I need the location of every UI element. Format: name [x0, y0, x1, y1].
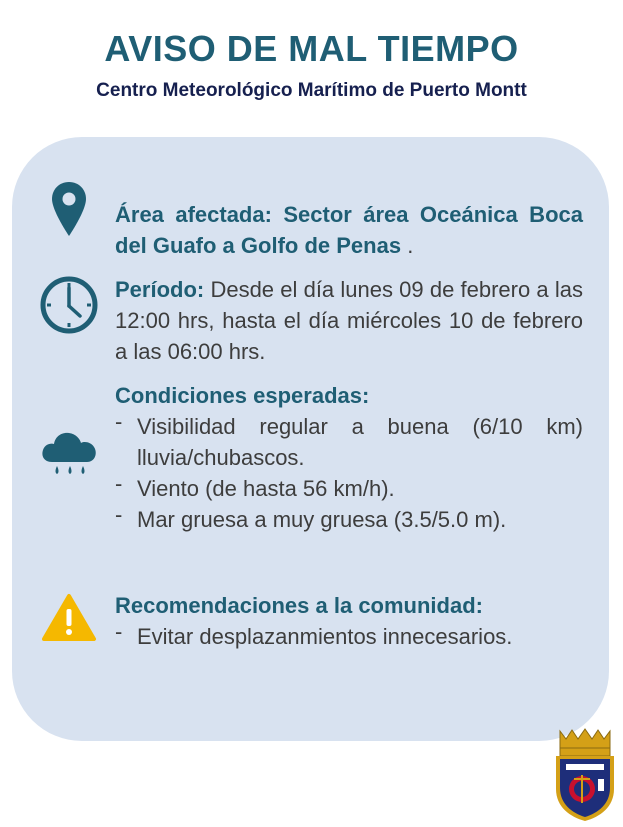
period-label: Período:: [115, 277, 205, 302]
conditions-list: [115, 411, 583, 535]
period-text: Desde el día lunes 09 de febrero a las 12:00 hrs, hasta el día miércoles 10 de febrero a las 06:00 hrs.: [115, 277, 583, 364]
area-label: Área afectada:: [115, 202, 272, 227]
rain-cloud-icon: [40, 428, 100, 482]
period-section: [115, 274, 583, 367]
navy-shield-logo: [552, 727, 618, 823]
area-section: [115, 199, 583, 261]
area-text: Sector área Oceánica Boca del Guafo a Golfo de Penas: [115, 202, 583, 258]
recommendations-list: [115, 621, 583, 652]
area-end: .: [407, 233, 414, 258]
page-subtitle: Centro Meteorológico Marítimo de Puerto Montt: [96, 80, 527, 101]
list-item: - Visibilidad regular a buena (6/10 km) lluvia/chubascos.: [115, 409, 583, 470]
clock-icon: [39, 275, 99, 335]
conditions-label: Condiciones esperadas:: [115, 383, 370, 408]
recommendations-label: Recomendaciones a la comunidad:: [115, 593, 483, 618]
location-pin-icon: [50, 180, 88, 238]
warning-icon: [41, 593, 97, 643]
list-item: - Evitar desplazanmientos innecesarios.: [115, 619, 513, 649]
list-item: - Viento (de hasta 56 km/h).: [115, 471, 395, 501]
list-item: - Mar gruesa a muy gruesa (3.5/5.0 m).: [115, 502, 507, 532]
conditions-section: [115, 380, 583, 535]
recommendations-section: [115, 590, 583, 652]
page-title: AVISO DE MAL TIEMPO: [104, 28, 519, 69]
